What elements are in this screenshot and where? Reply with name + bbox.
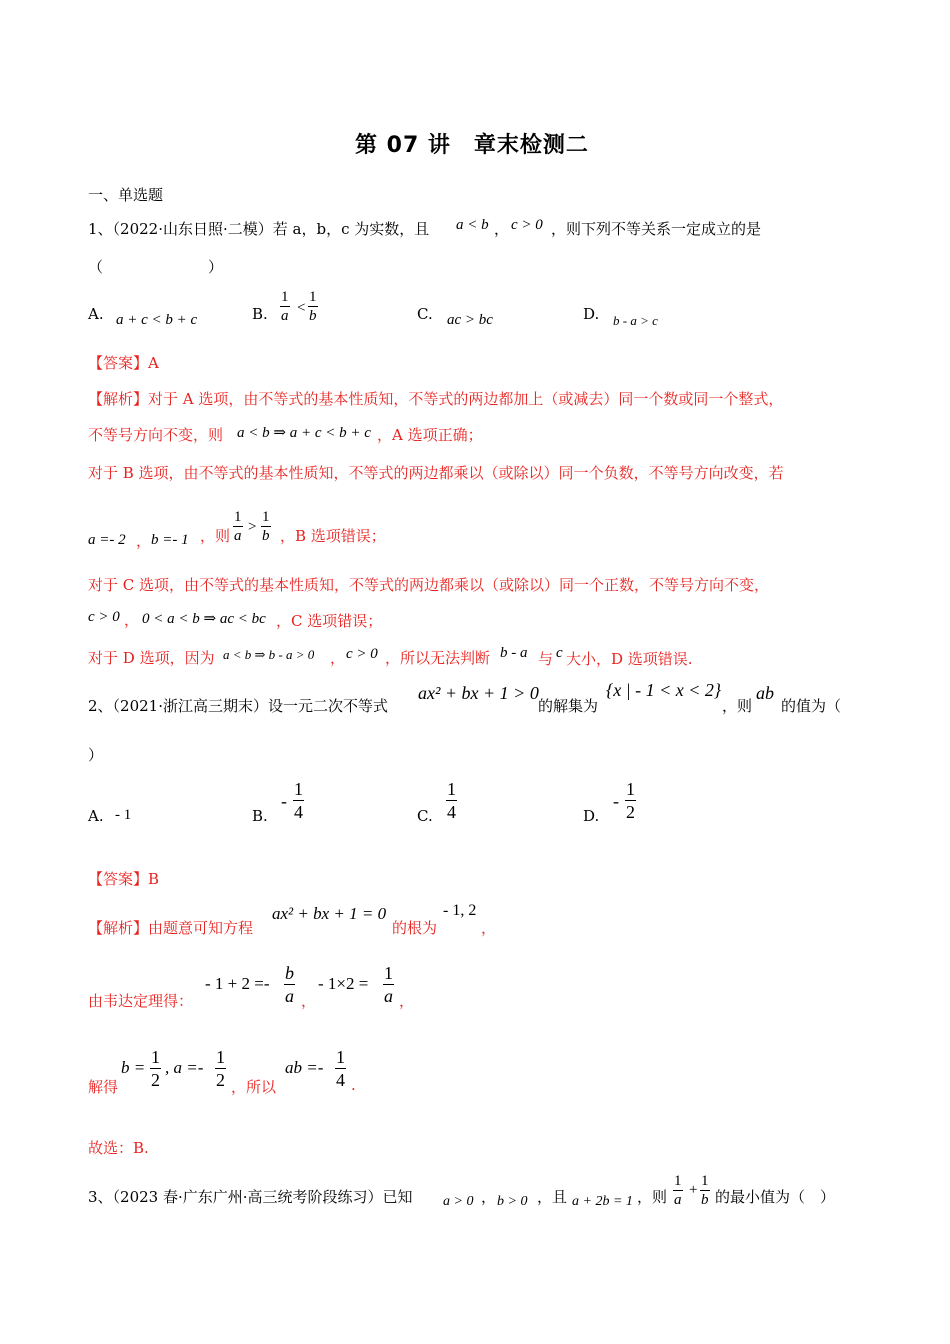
q1-stem-prefix: 1、（2022·山东日照·二模）若 a，b，c 为实数，且: [88, 220, 430, 238]
q2-close-paren: ）: [88, 746, 104, 764]
q2-option-b-frac: [293, 778, 304, 823]
q2-analysis-line3-so: ，所以: [231, 1078, 277, 1096]
frac-numerator: 1: [216, 1047, 225, 1067]
q2-answer: [88, 868, 159, 889]
q1-analysis-line7-post: 大小，D 选项错误.: [566, 650, 693, 668]
frac-denominator: b: [309, 308, 317, 324]
q1-analysis-line4-comma: ，: [136, 532, 152, 550]
q1-option-a: a + c < b + c: [116, 312, 198, 328]
q2-analysis-roots: - 1, 2: [443, 902, 477, 919]
q2-option-a-label: A.: [88, 807, 104, 825]
frac-denominator: 2: [151, 1070, 160, 1090]
q1-analysis-line2-post: ，A 选项正确；: [377, 426, 483, 444]
frac-denominator: a: [384, 986, 393, 1006]
frac-denominator: 2: [216, 1070, 225, 1090]
q1-analysis-line7-m1: a < b ⇒ b - a > 0: [223, 647, 315, 662]
frac-denominator: a: [281, 308, 289, 324]
q1-analysis-frac-b: [261, 508, 271, 545]
q2-analysis-line2-m2: - 1×2 =: [318, 974, 369, 993]
q2-option-c-label: C.: [417, 807, 433, 825]
frac-denominator: a: [234, 528, 242, 544]
q2-analysis-line1-mid: 的根为: [392, 919, 438, 937]
q2-stem-prefix: 2、（2021·浙江高三期末）设一元二次不等式: [88, 697, 388, 715]
q2-ab: ab: [756, 683, 774, 703]
q1-analysis-line4-m2: b =- 1: [151, 532, 189, 548]
q1-analysis-line7-m4: c: [556, 645, 563, 661]
q2-analysis-line3-pre: 解得: [88, 1078, 119, 1096]
q2-then: ，则: [722, 697, 753, 715]
q1-analysis-line7-m3: b - a: [500, 645, 528, 661]
answer-label: 【答案】: [88, 870, 149, 888]
frac-numerator: 1: [294, 779, 303, 799]
frac-denominator: b: [262, 528, 270, 544]
q1-analysis-line4-post: ，B 选项错误；: [280, 527, 386, 545]
q1-paren: （ ）: [88, 258, 224, 276]
q2-analysis-line2-frac-ba: [284, 962, 295, 1007]
q2-analysis-line2-m1: - 1 + 2 =-: [205, 974, 270, 993]
q1-comma: ，: [494, 220, 510, 238]
q1-option-d: b - a > c: [613, 313, 658, 328]
frac-numerator: 1: [626, 779, 635, 799]
section-heading: 一、单选题: [88, 186, 164, 204]
q1-answer: [88, 352, 159, 373]
frac-denominator: 4: [336, 1070, 345, 1090]
q2-analysis-line3-a: , a =-: [165, 1058, 204, 1077]
q1-analysis-line2-pre: 不等号方向不变，则: [88, 426, 224, 444]
q2-option-b-sign: -: [281, 791, 287, 811]
q1-option-b-frac-right: [308, 288, 318, 325]
q2-analysis-line1-pre: [88, 917, 253, 938]
q3-frac-1b: [700, 1172, 710, 1209]
frac-numerator: 1: [234, 509, 242, 525]
q1-analysis-line7-pre: 对于 D 选项，因为: [88, 649, 215, 667]
q1-analysis-line3: 对于 B 选项，由不等式的基本性质知，不等式的两边都乘以（或除以）同一个负数，不等号方向改变，若: [88, 464, 784, 482]
q3-cond3: a + 2b = 1: [572, 1194, 633, 1209]
q2-solution-set: {x | - 1 < x < 2}: [606, 680, 722, 700]
analysis-label: 【解析】: [88, 919, 149, 937]
q1-cond2: c > 0: [511, 217, 543, 233]
q2-analysis-line3-frac-quarter: [335, 1046, 346, 1091]
q2-option-a: - 1: [115, 807, 132, 823]
q1-analysis-frac-a: [233, 508, 243, 545]
q2-option-d-label: D.: [583, 807, 600, 825]
frac-denominator: a: [285, 986, 294, 1006]
q1-option-b-frac-left: [280, 288, 290, 325]
q1-analysis-line4-m1: a =- 2: [88, 532, 126, 548]
q1-analysis-line4-ze: ，则: [200, 527, 231, 545]
q1-analysis-line6-post: ，C 选项错误；: [276, 612, 383, 630]
q1-option-b-label: B.: [252, 305, 268, 323]
page-title: 第 07 讲 章末检测二: [355, 133, 589, 158]
q3-stem-prefix: 3、（2023 春·广东广州·高三统考阶段练习）已知: [88, 1188, 413, 1206]
q2-analysis-line3-frac-half2: [215, 1046, 226, 1091]
frac-numerator: 1: [384, 963, 393, 983]
analysis-label: 【解析】: [88, 390, 149, 408]
frac-numerator: 1: [309, 289, 317, 305]
q2-option-c-frac: [446, 778, 457, 823]
q1-option-c-label: C.: [417, 305, 433, 323]
frac-numerator: 1: [674, 1173, 682, 1189]
q2-analysis-line3-b: b =: [121, 1058, 146, 1077]
frac-numerator: 1: [151, 1047, 160, 1067]
q1-stem-suffix: ，则下列不等关系一定成立的是: [551, 220, 762, 238]
q3-comma: ，: [481, 1188, 497, 1206]
q1-analysis-line7-comma: ，: [330, 649, 346, 667]
frac-numerator: 1: [262, 509, 270, 525]
q2-analysis-line3-ab: ab =-: [285, 1058, 324, 1077]
q1-analysis-line7-m2: c > 0: [346, 646, 378, 662]
answer-label: 【答案】: [88, 354, 149, 372]
q3-plus: +: [689, 1182, 698, 1198]
frac-denominator: a: [674, 1192, 682, 1208]
q2-option-d-frac: [625, 778, 636, 823]
q1-analysis-line6-m2: 0 < a < b ⇒ ac < bc: [142, 611, 266, 627]
q2-inequality: ax² + bx + 1 > 0: [418, 683, 539, 703]
q2-analysis-line2-end: ，: [399, 992, 415, 1010]
frac-numerator: b: [285, 963, 294, 983]
q1-analysis-line5: 对于 C 选项，由不等式的基本性质知，不等式的两边都乘以（或除以）同一个正数，不等号方向不变，: [88, 576, 770, 594]
q1-option-c: ac > bc: [447, 312, 493, 328]
q1-analysis-line6-comma: ，: [124, 611, 140, 629]
frac-denominator: 4: [294, 802, 303, 822]
answer-value: A: [148, 354, 159, 372]
frac-denominator: 4: [447, 802, 456, 822]
q2-analysis-line2-frac-1a: [383, 962, 394, 1007]
q3-ze: ，则: [637, 1188, 668, 1206]
frac-numerator: 1: [281, 289, 289, 305]
q3-cond2: b > 0: [497, 1194, 528, 1209]
q2-analysis-equation: ax² + bx + 1 = 0: [272, 904, 387, 923]
q2-analysis-line2-pre: 由韦达定理得：: [88, 992, 194, 1010]
q3-cond1: a > 0: [443, 1194, 474, 1209]
q1-analysis-line6-m1: c > 0: [88, 609, 120, 625]
q1-cond1: a < b: [456, 217, 489, 233]
analysis-text: 对于 A 选项，由不等式的基本性质知，不等式的两边都加上（或减去）同一个数或同一个整式，: [148, 390, 784, 408]
q2-final: 故选：B.: [88, 1139, 149, 1157]
q2-analysis-line2-comma: ，: [301, 992, 317, 1010]
q3-frac-1a: [673, 1172, 683, 1209]
q2-suffix: 的值为（: [781, 697, 842, 715]
frac-numerator: 1: [701, 1173, 709, 1189]
q1-analysis-line7-yu: 与: [538, 650, 554, 668]
analysis-text: 由题意可知方程: [148, 919, 254, 937]
q1-option-a-label: A.: [88, 305, 104, 323]
q1-option-d-label: D.: [583, 305, 600, 323]
frac-denominator: 2: [626, 802, 635, 822]
q1-analysis-line1: [88, 388, 783, 409]
q2-analysis-line3-dot: .: [351, 1076, 356, 1094]
q2-option-d-sign: -: [613, 791, 619, 811]
frac-numerator: 1: [447, 779, 456, 799]
q3-qie: ，且: [537, 1188, 568, 1206]
answer-value: B: [148, 870, 160, 888]
frac-numerator: 1: [336, 1047, 345, 1067]
q1-analysis-line2-math: a < b ⇒ a + c < b + c: [237, 425, 371, 441]
q1-option-b-op: <: [297, 300, 306, 316]
q2-analysis-line3-frac-half1: [150, 1046, 161, 1091]
q1-analysis-line7-mid: ，所以无法判断: [385, 649, 491, 667]
q2-mid: 的解集为: [538, 697, 599, 715]
q2-option-b-label: B.: [252, 807, 268, 825]
q3-suffix: 的最小值为（ ）: [715, 1188, 836, 1206]
q1-analysis-gt: >: [248, 519, 257, 535]
frac-denominator: b: [701, 1192, 709, 1208]
q2-analysis-line1-post: ，: [481, 919, 497, 937]
